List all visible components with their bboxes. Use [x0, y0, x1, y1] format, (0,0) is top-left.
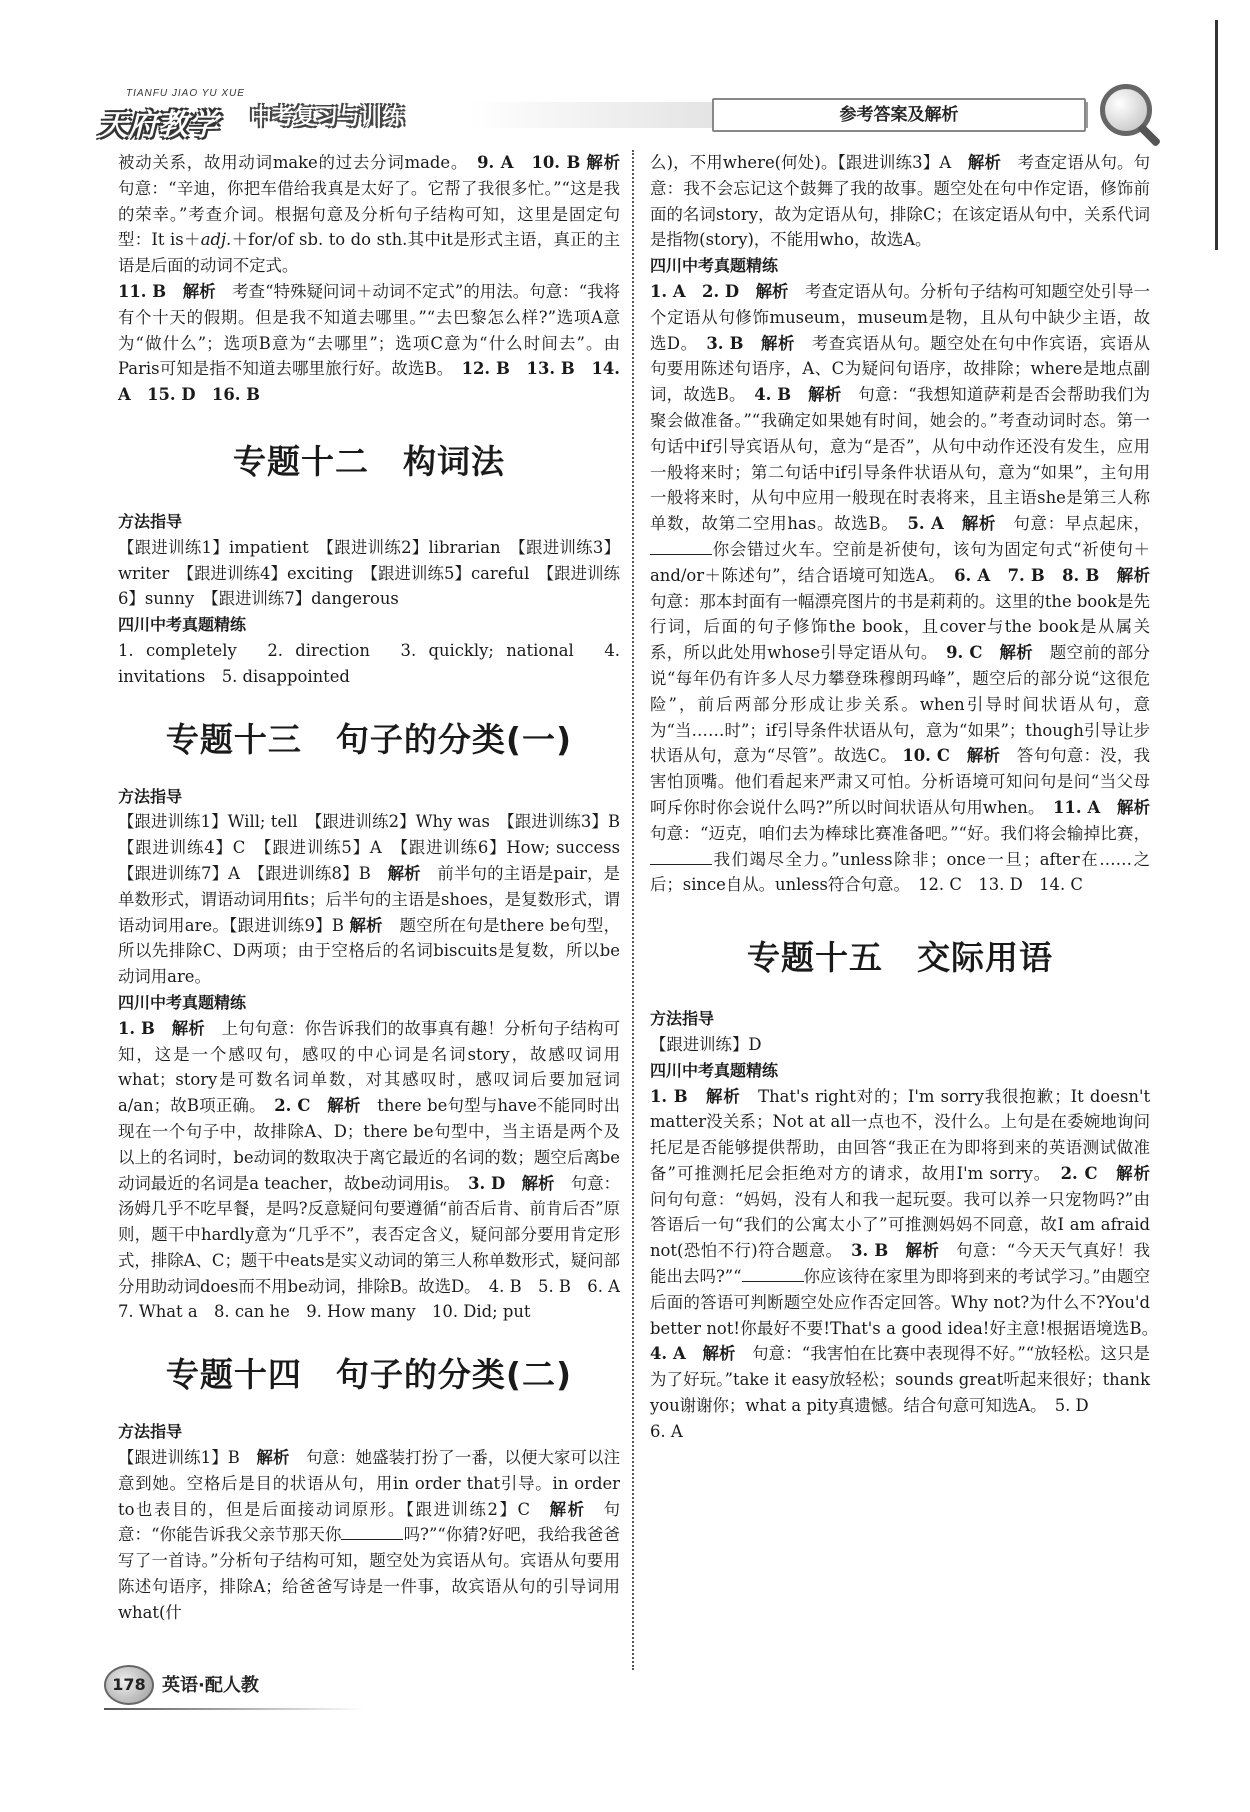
page-edge-rule: [1215, 20, 1218, 250]
subject-label: 英语·配人教: [162, 1675, 259, 1696]
answer-paragraph: 【跟进训练】D: [650, 1034, 762, 1054]
answer-paragraph: 被动关系，故用动词make的过去分词made。 9. A 10. B 解析 句意：“辛迪，你把车借给我真是太好了。它帮了我很多忙。”“这是我的荣幸。”考查介词。根据句意及分析句子结构可知，这里是固定句型：It is＋adj.＋for/of sb. to do sth.其中it是形式主语，真正的主语是后面的动词不定式。: [118, 153, 620, 276]
logo-brand: 天府教学: [98, 108, 218, 143]
publisher-logo: [88, 88, 263, 148]
logo-pinyin: TIANFU JIAO YU XUE: [126, 88, 245, 99]
answer-blank: [650, 540, 712, 555]
answer-paragraph: 【跟进训练1】impatient 【跟进训练2】librarian 【跟进训练3】writer 【跟进训练4】exciting 【跟进训练5】careful 【跟进训练6】sunny 【跟进训练7】dangerous: [118, 537, 620, 609]
column-divider: [632, 150, 634, 1670]
section-heading: 方法指导: [118, 786, 183, 806]
topic-heading: 专题十三 句子的分类(一): [165, 719, 573, 759]
section-tag: [712, 98, 1086, 132]
answer-paragraph: 【跟进训练1】B 解析 句意：她盛装打扮了一番，以便大家可以注意到她。空格后是目的状语从句，用in order that引导。in order to也表目的，但是后面接动词原形。【跟进训练2】C 解析 句意：“你能告诉我父亲节那天你 吗?”“你猜?好吧，我给我爸爸写了一首诗。”分析句子结构可知，题空处为宾语从句。宾语从句要用陈述句语序，排除A；给爸爸写诗是一件事，故宾语从句的引导词用what(什: [118, 1448, 620, 1622]
section-heading: 方法指导: [118, 511, 183, 531]
answer-paragraph: 1. B 解析 上句句意：你告诉我们的故事真有趣！分析句子结构可知，这是一个感叹句，感叹的中心词是名词story，故感叹词用what；story是可数名词单数，对其感叹时，感叹词后要加冠词a/an；故B项正确。 2. C 解析 there be句型与have不能同时出现在一个句子中，故排除A、D；there be句型中，当主语是两个及以上的名词时，be动词的数取决于离它最近的名词的数；题空后离be动词最近的名词是a teacher，故be动词用is。 3. D 解析 句意：汤姆几乎不吃早餐，是吗?反意疑问句要遵循“前否后肯、前肯后否”原则，题干中hardly意为“几乎不”，表否定含义，疑问部分要用肯定形式，排除A、C；题干中eats是实义动词的第三人称单数形式，疑问部分用助动词does而不用be动词，排除B。故选D。 4. B 5. B 6. A 7. What a 8. can he 9. How many 10. Did; put: [118, 1018, 637, 1322]
answer-blank: [650, 850, 712, 865]
answer-blank: [742, 1267, 804, 1282]
answer-paragraph: 【跟进训练1】Will; tell 【跟进训练2】Why was 【跟进训练3】B 【跟进训练4】C 【跟进训练5】A 【跟进训练6】How; success 【跟进训练7】A 【跟进训练8】B 解析 前半句的主语是pair，是单数形式，谓语动词用fits；后半句的主语是shoes，是复数形式，谓语动词用are。【跟进训练9】B 解析 题空所在句是there be句型，所以先排除C、D两项；由于空格后的名词biscuits是复数，所以be动词用are。: [118, 812, 637, 987]
page-number-badge: 178: [104, 1665, 154, 1705]
section-heading: 方法指导: [118, 1422, 183, 1442]
topic-heading: 专题十四 句子的分类(二): [165, 1355, 573, 1395]
answer-paragraph: 1. A 2. D 解析 考查定语从句。分析句子结构可知题空处引导一个定语从句修饰museum，museum是物，且从句中缺少主语，故选D。 3. B 解析 考查宾语从句。题空处在句中作宾语，宾语从句要用陈述句语序，A、C为疑问句语序，故排除；where是地点副词，故选B。 4. B 解析 句意：“我想知道萨莉是否会帮助我们为聚会做准备。”“我确定如果她有时间，她会的。”考查动词时态。第一句话中if引导宾语从句，意为“是否”，从句中动作还没有发生，应用一般将来时；第二句话中if引导条件状语从句，意为“如果”，主句用一般将来时，从句中应用一般现在时表将来，且主语she是第三人称单数，故第二空用has。故选B。 5. A 解析 句意：早点起床，你会错过火车。空前是祈使句，该句为固定句式“祈使句＋and/or＋陈述句”，结合语境可知选A。 6. A 7. B 8. B 解析 句意：那本封面有一幅漂亮图片的书是莉莉的。这里的the book是先行词，后面的句子修饰the book，且cover与the book是从属关系，所以此处用whose引导定语从句。 9. C 解析 题空前的部分说“每年仍有许多人尽力攀登珠穆朗玛峰”，题空后的部分说“这很危险”，前后两部分形成让步关系。when引导时间状语从句，意为“当……时”；if引导条件状语从句，意为“如果”；though引导让步状语从句，意为“尽管”。故选C。 10. C 解析 答句句意：没，我害怕顶嘴。他们看起来严肃又可怕。分析语境可知问句是问“当父母呵斥你时你会说什么吗?”所以时间状语从句用when。 11. A 解析 句意：“迈克，咱们去为棒球比赛准备吧。”“好。我们将会输掉比赛，我们竭尽全力。”unless除非；once一旦；after在……之后；since自从。unless符合句意。 12. C 13. D 14. C: [650, 281, 1151, 895]
answer-paragraph: 么)，不用where(何处)。【跟进训练3】A 解析 考查定语从句。句意：我不会忘记这个鼓舞了我的故事。题空处在句中作定语，修饰前面的名词story，故为定语从句，排除C；在该定语从句中，关系代词是指物(story)，不能用who，故选A。: [650, 153, 1151, 250]
answer-paragraph: 1. completely 2. direction 3. quickly; national 4. invitations 5. disappointed: [118, 640, 620, 686]
answer-blank: [341, 1525, 403, 1540]
topic-heading: 专题十二 构词法: [233, 441, 505, 481]
answer-paragraph: 1. B 解析 That's right对的；I'm sorry我很抱歉；It doesn't matter没关系；Not at all一点也不，没什么。上句是在委婉地询问托尼是否能够提供帮助，由回答“我正在为即将到来的英语测试做准备”可推测托尼会拒绝对方的请求，故用I'm sorry。 2. C 解析 问句句意：“妈妈，没有人和我一起玩耍。我可以养一只宠物吗?”由答语后一句“我们的公寓太小了”可推测妈妈不同意，故I am afraid not(恐怕不行)符合题意。 3. B 解析 句意：“今天天气真好！我能出去吗?”“ 你应该待在家里为即将到来的考试学习。”由题空后面的答语可判断题空处应作否定回答。Why not?为什么不?You'd better not!你最好不要!That's a good idea!好主意!根据语境选B。 4. A 解析 句意：“我害怕在比赛中表现得不好。”“放轻松。这只是为了好玩。”take it easy放轻松；sounds great听起来很好；thank you谢谢你；what a pity真遗憾。结合句意可知选A。 5. D: [650, 1086, 1151, 1416]
section-heading: 四川中考真题精练: [118, 992, 247, 1012]
section-heading: 四川中考真题精练: [118, 615, 247, 635]
magnifier-handle-icon: [1137, 123, 1161, 147]
series-title: 中考复习与训练: [250, 105, 405, 130]
section-tag-label: 参考答案及解析: [839, 105, 959, 125]
footer-rule: [104, 1708, 364, 1710]
topic-heading: 专题十五 交际用语: [747, 938, 1053, 978]
section-heading: 四川中考真题精练: [650, 256, 779, 276]
left-column: [118, 150, 637, 1626]
answer-paragraph: 11. B 解析 考查“特殊疑问词＋动词不定式”的用法。句意：“我将有个十天的假期。但是我不知道去哪里。”“去巴黎怎么样?”选项A意为“做什么”；选项B意为“去哪里”；选项C意为“什么时间去”。由Paris可知是指不知道去哪里旅行好。故选B。 12. B 13. B 14. A 15. D 16. B: [118, 281, 621, 405]
section-heading: 四川中考真题精练: [650, 1060, 779, 1080]
answer-paragraph: 6. A: [650, 1421, 683, 1441]
section-heading: 方法指导: [650, 1009, 715, 1029]
right-column: [650, 150, 1150, 1445]
